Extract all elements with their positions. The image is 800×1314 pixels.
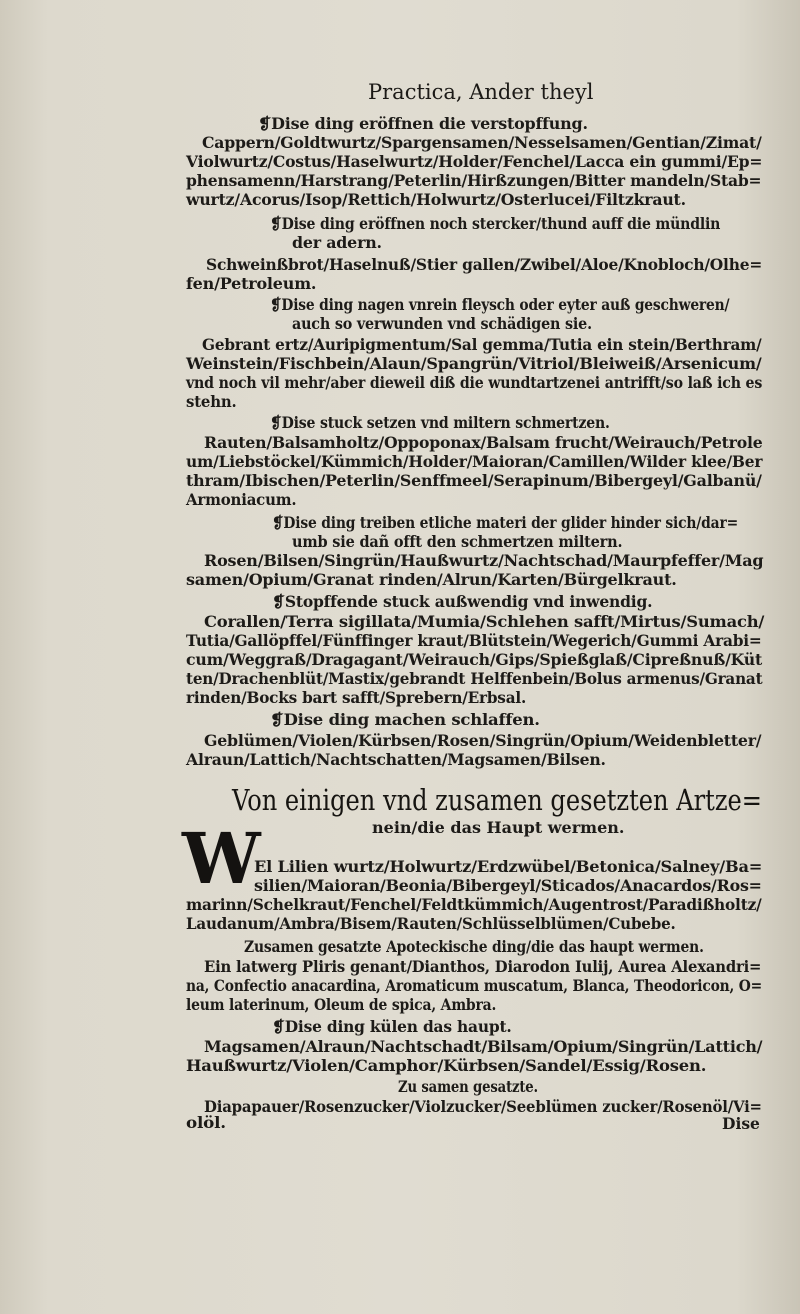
section-line-5: Zusamen gesatzte Apoteckische ding/die das haupt wermen. — [244, 937, 704, 956]
text-line-14: vnd noch vil mehr/aber dieweil diß die wundtartzenei antrifft/so laß ich es — [186, 373, 763, 392]
text-line-21: ❡Dise ding treiben etliche materi der glider hinder sich/dar= — [272, 513, 739, 532]
text-line-8: Schweinßbrot/Haselnuß/Stier gallen/Zwibel/Aloe/Knobloch/Olhe= — [206, 255, 763, 274]
section-line-14: olöl. — [186, 1113, 226, 1132]
text-line-26: Corallen/Terra sigillata/Mumia/Schlehen safft/Mirtus/Sumach/ — [204, 612, 765, 631]
section-line-12: Zu samen gesatzte. — [398, 1077, 539, 1096]
section-heading: Von einigen vnd zusamen gesetzten Artze= — [232, 783, 763, 817]
text-line-29: ten/Drachenblüt/Mastix/gebrandt Helffenbein/Bolus armenus/Granat — [186, 669, 763, 688]
text-line-5: wurtz/Acorus/Isop/Rettich/Holwurtz/Osterlucei/Filtzkraut. — [186, 190, 686, 209]
text-line-31: ❡Dise ding machen schlaffen. — [270, 710, 540, 729]
text-line-9: fen/Petroleum. — [186, 274, 317, 293]
text-line-22: umb sie dañ offt den schmertzen miltern. — [292, 532, 623, 551]
section-subheading: nein/die das Haupt wermen. — [372, 818, 625, 837]
text-line-15: stehn. — [186, 392, 237, 411]
text-line-6: ❡Dise ding eröffnen noch stercker/thund auff die mündlin — [270, 214, 721, 233]
text-line-20: Armoniacum. — [186, 490, 297, 509]
text-line-19: thram/Ibischen/Peterlin/Senffmeel/Serapinum/Bibergeyl/Galbanü/ — [186, 471, 762, 490]
text-line-2: Cappern/Goldtwurtz/Spargensamen/Nesselsamen/Gentian/Zimat/ — [202, 133, 762, 152]
text-line-28: cum/Weggraß/Dragagant/Weirauch/Gips/Spießglaß/Cipreßnuß/Küt — [186, 650, 763, 669]
section-line-10: Magsamen/Alraun/Nachtschadt/Bilsam/Opium/Singrün/Lattich/ — [204, 1037, 763, 1056]
section-line-13: Diapapauer/Rosenzucker/Violzucker/Seeblümen zucker/Rosenöl/Vi= — [204, 1097, 762, 1116]
text-line-11: auch so verwunden vnd schädigen sie. — [292, 314, 592, 333]
text-line-30: rinden/Bocks bart safft/Sprebern/Erbsal. — [186, 688, 527, 707]
text-line-10: ❡Dise ding nagen vnrein fleysch oder eyter auß geschweren/ — [270, 295, 730, 314]
text-line-13: Weinstein/Fischbein/Alaun/Spangrün/Vitriol/Bleiweiß/Arsenicum/ — [186, 354, 762, 373]
text-line-7: der adern. — [292, 233, 382, 252]
text-line-23: Rosen/Bilsen/Singrün/Haußwurtz/Nachtschad/Maurpfeffer/Mag — [204, 551, 764, 570]
section-line-3: marinn/Schelkraut/Fenchel/Feldtkümmich/Augentrost/Paradißholtz/ — [186, 895, 762, 914]
text-line-3: Violwurtz/Costus/Haselwurtz/Holder/Fenchel/Lacca ein gummi/Ep= — [186, 152, 763, 171]
section-line-6: Ein latwerg Pliris genant/Dianthos, Diarodon Iulij, Aurea Alexandri= — [204, 957, 762, 976]
text-line-25: ❡Stopffende stuck außwendig vnd inwendig. — [272, 592, 653, 611]
catchword: Dise — [722, 1114, 760, 1133]
section-line-4: Laudanum/Ambra/Bisem/Rauten/Schlüsselblümen/Cubebe. — [186, 914, 676, 933]
text-line-33: Alraun/Lattich/Nachtschatten/Magsamen/Bilsen. — [186, 750, 606, 769]
text-line-1: ❡Dise ding eröffnen die verstopffung. — [258, 114, 588, 133]
text-line-17: Rauten/Balsamholtz/Oppoponax/Balsam frucht/Weirauch/Petrole — [204, 433, 763, 452]
section-line-11: Haußwurtz/Violen/Camphor/Kürbsen/Sandel/Essig/Rosen. — [186, 1056, 707, 1075]
section-line-8: leum laterinum, Oleum de spica, Ambra. — [186, 995, 497, 1014]
section-line-9: ❡Dise ding külen das haupt. — [272, 1017, 512, 1036]
decorated-initial: W — [182, 817, 261, 900]
section-line-1: El Lilien wurtz/Holwurtz/Erdzwübel/Betonica/Salney/Ba= — [254, 857, 763, 876]
text-line-32: Geblümen/Violen/Kürbsen/Rosen/Singrün/Opium/Weidenbletter/ — [204, 731, 762, 750]
text-line-12: Gebrant ertz/Auripigmentum/Sal gemma/Tutia ein stein/Berthram/ — [202, 335, 762, 354]
section-line-2: silien/Maioran/Beonia/Bibergeyl/Sticados/Anacardos/Ros= — [254, 876, 762, 895]
text-line-27: Tutia/Gallöpffel/Fünffinger kraut/Blütstein/Wegerich/Gummi Arabi= — [186, 631, 762, 650]
text-line-24: samen/Opium/Granat rinden/Alrun/Karten/Bürgelkraut. — [186, 570, 677, 589]
text-line-18: um/Liebstöckel/Kümmich/Holder/Maioran/Camillen/Wilder klee/Ber — [186, 452, 763, 471]
section-line-7: na, Confectio anacardina, Aromaticum muscatum, Blanca, Theodoricon, O= — [186, 976, 763, 995]
text-line-4: phensamenn/Harstrang/Peterlin/Hirßzungen/Bitter mandeln/Stab= — [186, 171, 762, 190]
text-line-16: ❡Dise stuck setzen vnd miltern schmertzen. — [270, 413, 610, 432]
running-header: Practica, Ander theyl — [368, 80, 594, 104]
